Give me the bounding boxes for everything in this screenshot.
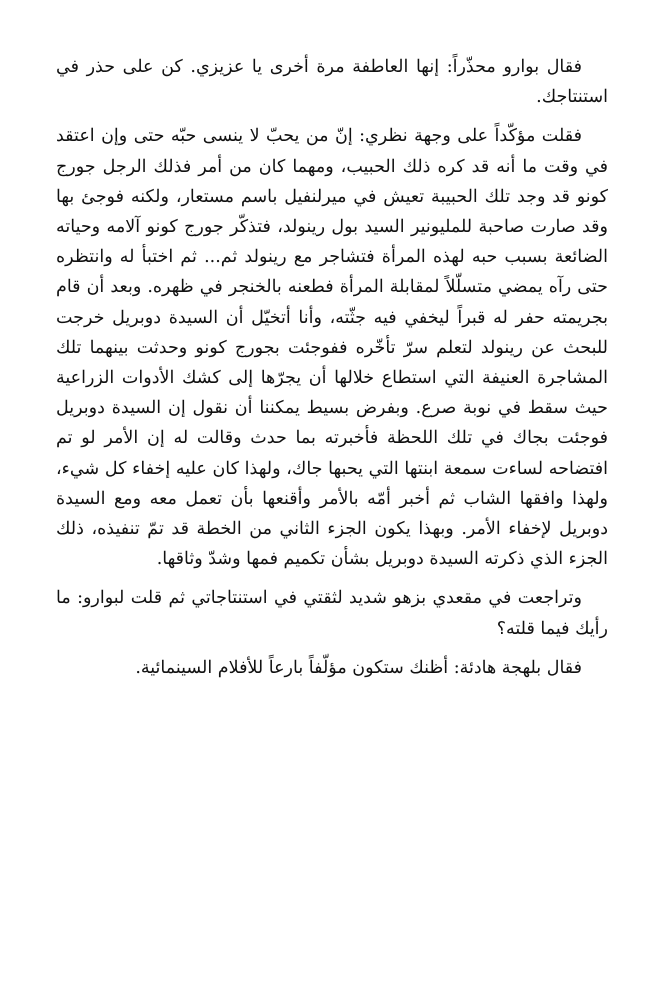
paragraph-narrator-question: وتراجعت في مقعدي بزهو شديد لثقتي في استنتاجاتي ثم قلت لبوارو: ما رأيك فيما قلته؟ [56, 588, 608, 639]
paragraph-poirot-warning: فقال بوارو محذّراً: إنها العاطفة مرة أخرى يا عزيزي. كن على حذر في استنتاجك. [56, 57, 608, 108]
paragraph-narrator-theory: فقلت مؤكّداً على وجهة نظري: إنّ من يحبّ لا ينسى حبّه حتى وإن اعتقد في وقت ما أنه قد كره ذلك الحبيب، ومهما كان من أمر فذلك الرجل جورج كونو قد وجد تلك الحبيبة تعيش في ميرلنفيل باسم مستعار، ولكنه فوجئ بها وقد صارت صاحبة للمليونير السيد بول رينولد، فتذكّر جورج كونو آلامه وحياته الضائعة بسبب حبه لهذه المرأة فتشاجر مع رينولد ثم... ثم اختبأ له وانتظره حتى رآه يمضي متسلّلاً لمقابلة المرأة فطعنه بالخنجر في ظهره. وبعد أن قام بجريمته حفر له قبراً ليخفي فيه جثّته، وأنا أتخيّل أن السيدة دوبريل خرجت للبحث عن رينولد لتعلم سرّ تأخّره ففوجئت بجورج كونو وحدثت بينهما تلك المشاجرة العنيفة التي استطاع خلالها أن يجرّها إلى كشك الأدوات الزراعية حيث سقط في نوبة صرع. وبفرض بسيط يمكننا أن نقول إن السيدة دوبريل فوجئت بجاك في تلك اللحظة فأخبرته بما حدث وقالت له إن الأمر لو تم افتضاحه لساءت سمعة ابنتها التي يحبها جاك، ولهذا كان عليه إخفاء كل شيء، ولهذا وافقها الشاب ثم أخبر أمّه بالأمر وأقنعها بأن تعمل معه ومع السيدة دوبريل لإخفاء الأمر. وبهذا يكون الجزء الثاني من الخطة قد تمّ تنفيذه، ذلك الجزء الذي ذكرته السيدة دوبريل بشأن تكميم فمها وشدّ وثاقها. [56, 126, 608, 570]
paragraph-poirot-reply: فقال بلهجة هادئة: أظنك ستكون مؤلّفاً بارعاً للأفلام السينمائية. [135, 657, 582, 678]
book-page [56, 52, 608, 683]
